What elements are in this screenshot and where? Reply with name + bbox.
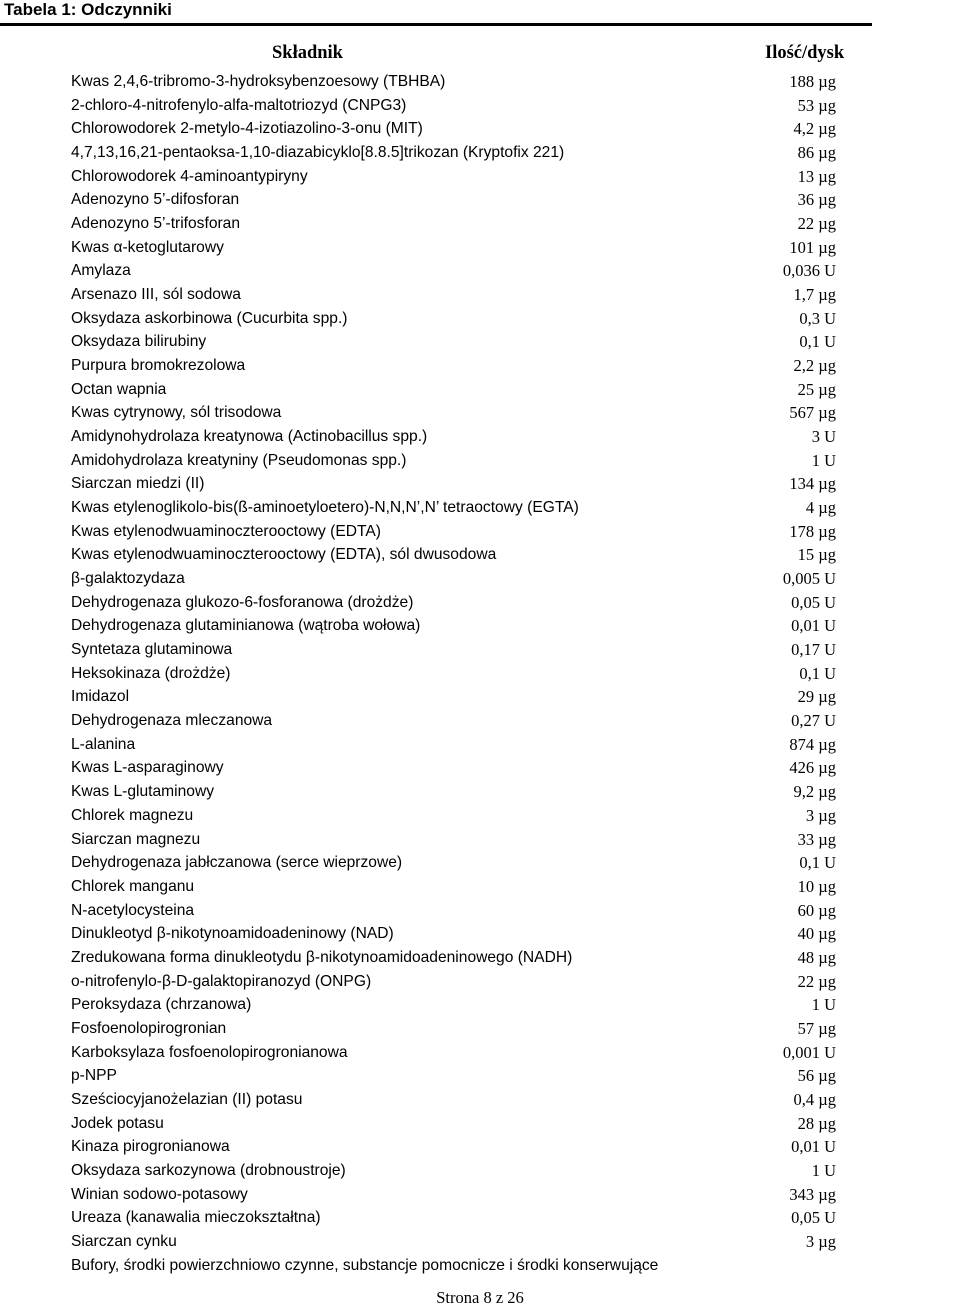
table-row	[0, 1254, 960, 1278]
ingredient-name: Kwas L-asparaginowy	[71, 759, 224, 777]
ingredient-amount: 874 µg	[789, 734, 836, 754]
table-row	[0, 70, 960, 94]
table-row	[0, 236, 960, 260]
table-row	[0, 709, 960, 733]
ingredient-amount: 178 µg	[789, 521, 836, 541]
table-row	[0, 94, 960, 118]
ingredient-name: Chlorowodorek 2-metylo-4-izotiazolino-3-onu (MIT)	[71, 120, 423, 138]
ingredient-name: Imidazol	[71, 688, 130, 706]
table-row	[0, 188, 960, 212]
ingredient-name: p-NPP	[71, 1067, 117, 1085]
ingredient-name: Heksokinaza (drożdże)	[71, 664, 231, 682]
ingredient-name: Dehydrogenaza glukozo-6-fosforanowa (drożdże)	[71, 593, 414, 611]
ingredient-name: Kwas 2,4,6-tribromo-3-hydroksybenzoesowy (TBHBA)	[71, 73, 446, 90]
ingredient-name: L-alanina	[71, 735, 136, 753]
table-row	[0, 804, 960, 828]
ingredient-amount: 0,01 U	[791, 1137, 836, 1157]
table-row	[0, 212, 960, 236]
ingredient-amount: 0,1 U	[799, 663, 836, 683]
table-row	[0, 780, 960, 804]
table-row	[0, 330, 960, 354]
ingredient-amount: 3 U	[811, 427, 836, 447]
ingredient-amount: 60 µg	[797, 900, 836, 920]
ingredient-amount: 56 µg	[797, 1066, 836, 1086]
ingredient-name: Octan wapnia	[71, 380, 167, 398]
table-row	[0, 165, 960, 189]
table-row	[0, 496, 960, 520]
table-row	[0, 662, 960, 686]
ingredient-amount: 36 µg	[797, 190, 836, 210]
table-row	[0, 946, 960, 970]
caption-rule	[0, 23, 872, 26]
ingredient-amount: 3 µg	[805, 1231, 836, 1251]
ingredient-name: Jodek potasu	[71, 1114, 164, 1132]
table-row	[0, 685, 960, 709]
ingredient-amount: 0,1 U	[799, 332, 836, 352]
ingredient-name: Oksydaza askorbinowa (Cucurbita spp.)	[71, 309, 348, 327]
ingredient-name: Syntetaza glutaminowa	[71, 641, 233, 659]
ingredient-amount: 0,05 U	[791, 1208, 836, 1228]
ingredient-amount: 40 µg	[797, 924, 836, 944]
ingredient-name: Kwas α-ketoglutarowy	[71, 238, 224, 256]
ingredient-name: Fosfoenolopirogronian	[71, 1019, 227, 1037]
table-row	[0, 1112, 960, 1136]
column-header-ingredient: Składnik	[272, 43, 343, 63]
ingredient-name: Chlorek manganu	[71, 877, 195, 895]
ingredient-name: Dehydrogenaza mleczanowa	[71, 712, 273, 730]
ingredient-amount: 1 U	[811, 995, 836, 1015]
table-row	[0, 307, 960, 331]
ingredient-amount: 86 µg	[797, 143, 836, 163]
ingredient-amount: 1,7 µg	[793, 285, 836, 305]
ingredient-amount: 134 µg	[789, 474, 836, 494]
table-row	[0, 970, 960, 994]
ingredient-amount: 15 µg	[797, 545, 836, 565]
table-row	[0, 1206, 960, 1230]
ingredient-name: Oksydaza bilirubiny	[71, 333, 207, 351]
table-row	[0, 1135, 960, 1159]
ingredient-name: N-acetylocysteina	[71, 901, 195, 919]
ingredient-amount: 53 µg	[797, 95, 836, 115]
ingredient-name: Oksydaza sarkozynowa (drobnoustroje)	[71, 1161, 346, 1179]
ingredient-name: Kwas cytrynowy, sól trisodowa	[71, 404, 282, 422]
ingredient-name: Kwas etylenoglikolo-bis(ß-aminoetyloetero)-N,N,N’,N’ tetraoctowy (EGTA)	[71, 499, 579, 517]
table-row	[0, 1041, 960, 1065]
ingredient-amount: 4,2 µg	[793, 119, 836, 139]
ingredient-amount: 0,17 U	[791, 640, 836, 660]
table-row	[0, 401, 960, 425]
table-row	[0, 1159, 960, 1183]
ingredient-amount: 28 µg	[797, 1113, 836, 1133]
ingredient-name: Amidohydrolaza kreatyniny (Pseudomonas spp.)	[71, 451, 407, 469]
ingredient-amount: 1 U	[811, 1160, 836, 1180]
table-row	[0, 543, 960, 567]
table-row	[0, 283, 960, 307]
ingredient-name: Amidynohydrolaza kreatynowa (Actinobacillus spp.)	[71, 428, 428, 446]
ingredient-amount: 188 µg	[789, 72, 836, 91]
ingredient-name: Kwas etylenodwuaminoczterooctowy (EDTA)	[71, 522, 381, 540]
ingredient-amount: 57 µg	[797, 1018, 836, 1038]
ingredient-name: 4,7,13,16,21-pentaoksa-1,10-diazabicyklo[8.8.5]trikozan (Kryptofix 221)	[71, 144, 565, 162]
table-row	[0, 591, 960, 615]
ingredient-amount: 29 µg	[797, 687, 836, 707]
ingredient-amount: 22 µg	[797, 971, 836, 991]
ingredient-amount: 0,4 µg	[793, 1089, 836, 1109]
ingredient-name: Kwas etylenodwuaminoczterooctowy (EDTA), sól dwusodowa	[71, 546, 497, 564]
ingredient-amount: 0,05 U	[791, 592, 836, 612]
column-header-amount: Ilość/dysk	[765, 43, 845, 63]
ingredient-amount: 0,27 U	[791, 711, 836, 731]
ingredient-name: Sześciocyjanożelazian (II) potasu	[71, 1090, 303, 1108]
table-row	[0, 1230, 960, 1254]
ingredient-amount: 1 U	[811, 450, 836, 470]
ingredient-name: Dehydrogenaza glutaminianowa (wątroba wołowa)	[71, 617, 421, 635]
table-row	[0, 993, 960, 1017]
table-row	[0, 425, 960, 449]
ingredient-amount: 9,2 µg	[793, 782, 836, 802]
reagents-table-body	[0, 70, 960, 1277]
table-row	[0, 449, 960, 473]
ingredient-name: o-nitrofenylo-β-D-galaktopiranozyd (ONPG)	[71, 972, 372, 990]
ingredient-amount: 567 µg	[789, 403, 836, 423]
table-row	[0, 141, 960, 165]
table-row	[0, 567, 960, 591]
table-row	[0, 1017, 960, 1041]
table-row	[0, 638, 960, 662]
ingredient-name: Chlorek magnezu	[71, 806, 194, 824]
ingredient-amount: 48 µg	[797, 947, 836, 967]
ingredient-amount: 13 µg	[797, 166, 836, 186]
ingredient-amount: 25 µg	[797, 379, 836, 399]
ingredient-amount: 0,3 U	[799, 308, 836, 328]
ingredient-name: Kwas L-glutaminowy	[71, 783, 215, 801]
ingredient-name: Ureaza (kanawalia mieczokształtna)	[71, 1209, 321, 1227]
ingredient-amount: 101 µg	[789, 237, 836, 257]
ingredient-name: Winian sodowo-potasowy	[71, 1185, 248, 1203]
ingredient-amount: 33 µg	[797, 829, 836, 849]
ingredient-name: Zredukowana forma dinukleotydu β-nikotynoamidoadeninowego (NADH)	[71, 948, 573, 966]
table-row	[0, 733, 960, 757]
ingredient-name: Chlorowodorek 4-aminoantypiryny	[71, 167, 308, 185]
table-row	[0, 472, 960, 496]
table-row	[0, 899, 960, 923]
ingredient-name: Siarczan miedzi (II)	[71, 475, 205, 493]
ingredient-name: Amylaza	[71, 262, 131, 280]
ingredient-amount: 3 µg	[805, 805, 836, 825]
ingredient-amount: 426 µg	[789, 758, 836, 778]
ingredient-name: Siarczan cynku	[71, 1232, 177, 1250]
ingredient-name: Kinaza pirogronianowa	[71, 1138, 230, 1156]
table-row	[0, 1183, 960, 1207]
ingredient-name: Dehydrogenaza jabłczanowa (serce wieprzowe)	[71, 854, 403, 872]
table-row	[0, 614, 960, 638]
ingredient-amount: 0,005 U	[782, 569, 836, 589]
table-row	[0, 520, 960, 544]
table-row	[0, 354, 960, 378]
ingredient-name: Karboksylaza fosfoenolopirogronianowa	[71, 1043, 348, 1061]
ingredient-name: Siarczan magnezu	[71, 830, 201, 848]
table-row	[0, 117, 960, 141]
table-row	[0, 1064, 960, 1088]
ingredient-amount: 0,01 U	[791, 616, 836, 636]
ingredient-name: Dinukleotyd β-nikotynoamidoadeninowy (NAD)	[71, 925, 394, 943]
ingredient-name: 2-chloro-4-nitrofenylo-alfa-maltotriozyd (CNPG3)	[71, 96, 407, 114]
table-row	[0, 828, 960, 852]
table-row	[0, 922, 960, 946]
ingredient-amount: 22 µg	[797, 214, 836, 234]
ingredient-amount: 10 µg	[797, 876, 836, 896]
ingredient-amount: 0,1 U	[799, 853, 836, 873]
ingredient-name: Bufory, środki powierzchniowo czynne, substancje pomocnicze i środki konserwujące	[71, 1256, 659, 1274]
ingredient-amount: 0,001 U	[782, 1042, 836, 1062]
ingredient-name: Peroksydaza (chrzanowa)	[71, 996, 252, 1014]
ingredient-name: Adenozyno 5’-trifosforan	[71, 215, 241, 233]
table-row	[0, 851, 960, 875]
ingredient-amount: 2,2 µg	[793, 356, 836, 376]
table-row	[0, 259, 960, 283]
ingredient-name: Arsenazo III, sól sodowa	[71, 286, 241, 304]
table-row	[0, 875, 960, 899]
ingredient-name: Adenozyno 5’-difosforan	[71, 191, 240, 209]
table-row	[0, 756, 960, 780]
ingredient-name: Purpura bromokrezolowa	[71, 357, 246, 375]
ingredient-amount: 4 µg	[805, 498, 836, 518]
table-row	[0, 378, 960, 402]
ingredient-amount: 343 µg	[789, 1184, 836, 1204]
page-number: Strona 8 z 26	[436, 1288, 524, 1307]
table-caption: Tabela 1: Odczynniki	[4, 0, 172, 19]
ingredient-amount: 0,036 U	[782, 261, 836, 281]
table-row	[0, 1088, 960, 1112]
ingredient-name: β-galaktozydaza	[71, 570, 185, 588]
